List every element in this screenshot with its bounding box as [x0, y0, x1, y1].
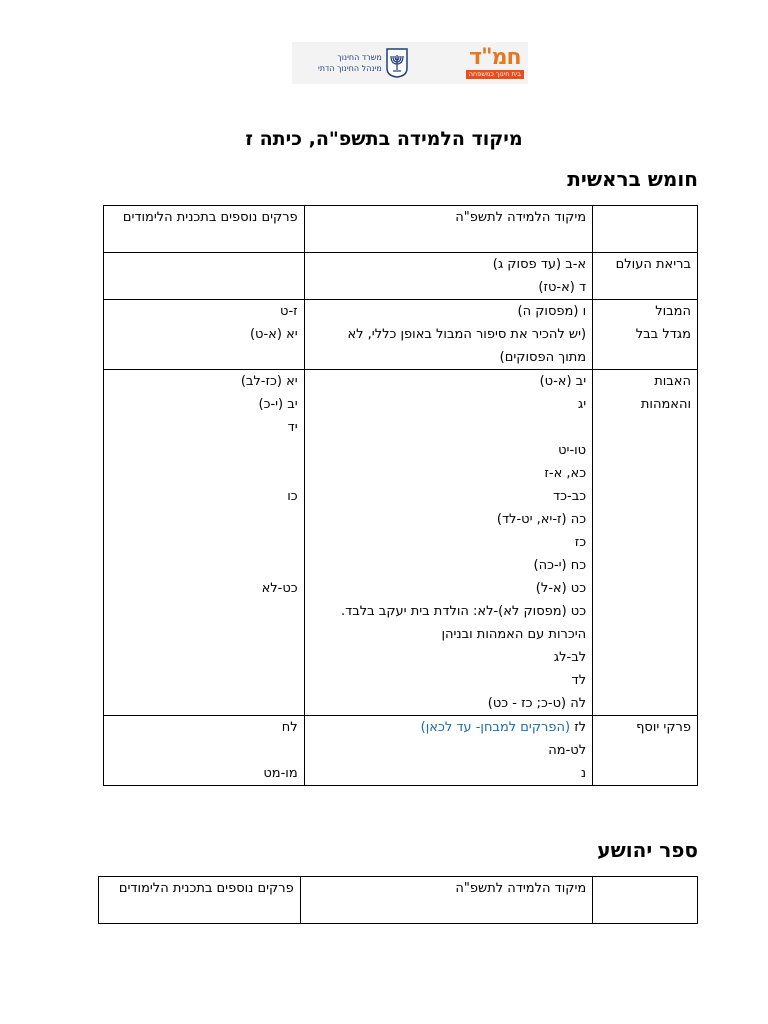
topic-cell: בריאת העולם: [593, 253, 698, 300]
focus-cell: א-ב (עד פסוק ג) ד (א-טז): [304, 253, 592, 300]
topic-cell: המבול מגדל בבל: [593, 300, 698, 370]
section-title-genesis: חומש בראשית: [567, 167, 698, 191]
header-extra-cell: פרקים נוספים בתכנית הלימודים: [99, 877, 301, 924]
table-row: [104, 716, 698, 786]
header-topic-cell: [593, 206, 698, 253]
focus-cell: יב (א-ט) יג טו-יט כא, א-ז כב-כד כה (ז-יא, יט-לד) כז כח (י-כה) כט (א-ל) כט (מפסוק לא)-לא: הולדת בית יעקב בלבד. היכרות עם האמהות ובניהן לב-לג לד לה (ט-כ; כז - כט): [304, 370, 592, 716]
extra-cell: יא (כז-לב) יב (י-כ) יד כו כט-לא: [104, 370, 305, 716]
ministry-logo: [292, 48, 408, 78]
genesis-table: [103, 205, 698, 786]
header-topic-cell: [593, 877, 698, 924]
hemed-name: חמ"ד: [469, 45, 521, 70]
focus-line-with-link: לז (הפרקים למבחן- עד לכאן): [420, 720, 587, 735]
exam-chapters-link[interactable]: (הפרקים למבחן- עד לכאן): [420, 720, 571, 735]
joshua-table: [98, 876, 698, 924]
ministry-text: [318, 52, 382, 74]
section-title-joshua: ספר יהושע: [597, 838, 698, 862]
table-row: [104, 370, 698, 716]
ministry-line2: מינהל החינוך הדתי: [318, 64, 382, 73]
extra-cell: לח מו-מט: [104, 716, 305, 786]
hemed-slogan: בית חינוך כמשפחה: [466, 70, 524, 79]
topic-cell: האבות והאמהות: [593, 370, 698, 716]
logos-banner: [292, 42, 528, 84]
table-header-row: [104, 206, 698, 253]
header-extra-cell: פרקים נוספים בתכנית הלימודים: [104, 206, 305, 253]
focus-cell: לז (הפרקים למבחן- עד לכאן) לט-מה נ: [304, 716, 592, 786]
header-focus-cell: מיקוד הלמידה לתשפ"ה: [300, 877, 592, 924]
extra-cell: [104, 253, 305, 300]
extra-cell: ז-ט יא (א-ט): [104, 300, 305, 370]
table-row: [104, 300, 698, 370]
ministry-line1: משרד החינוך: [337, 53, 382, 62]
table-row: [104, 253, 698, 300]
hemed-logo: [466, 47, 528, 79]
menorah-emblem-icon: [386, 48, 408, 78]
focus-cell: ו (מפסוק ה) (יש להכיר את סיפור המבול באופן כללי, לא מתוך הפסוקים): [304, 300, 592, 370]
header-focus-cell: מיקוד הלמידה לתשפ"ה: [304, 206, 592, 253]
topic-cell: פרקי יוסף: [593, 716, 698, 786]
page-title: מיקוד הלמידה בתשפ"ה, כיתה ז: [245, 128, 523, 150]
table-header-row: [99, 877, 698, 924]
